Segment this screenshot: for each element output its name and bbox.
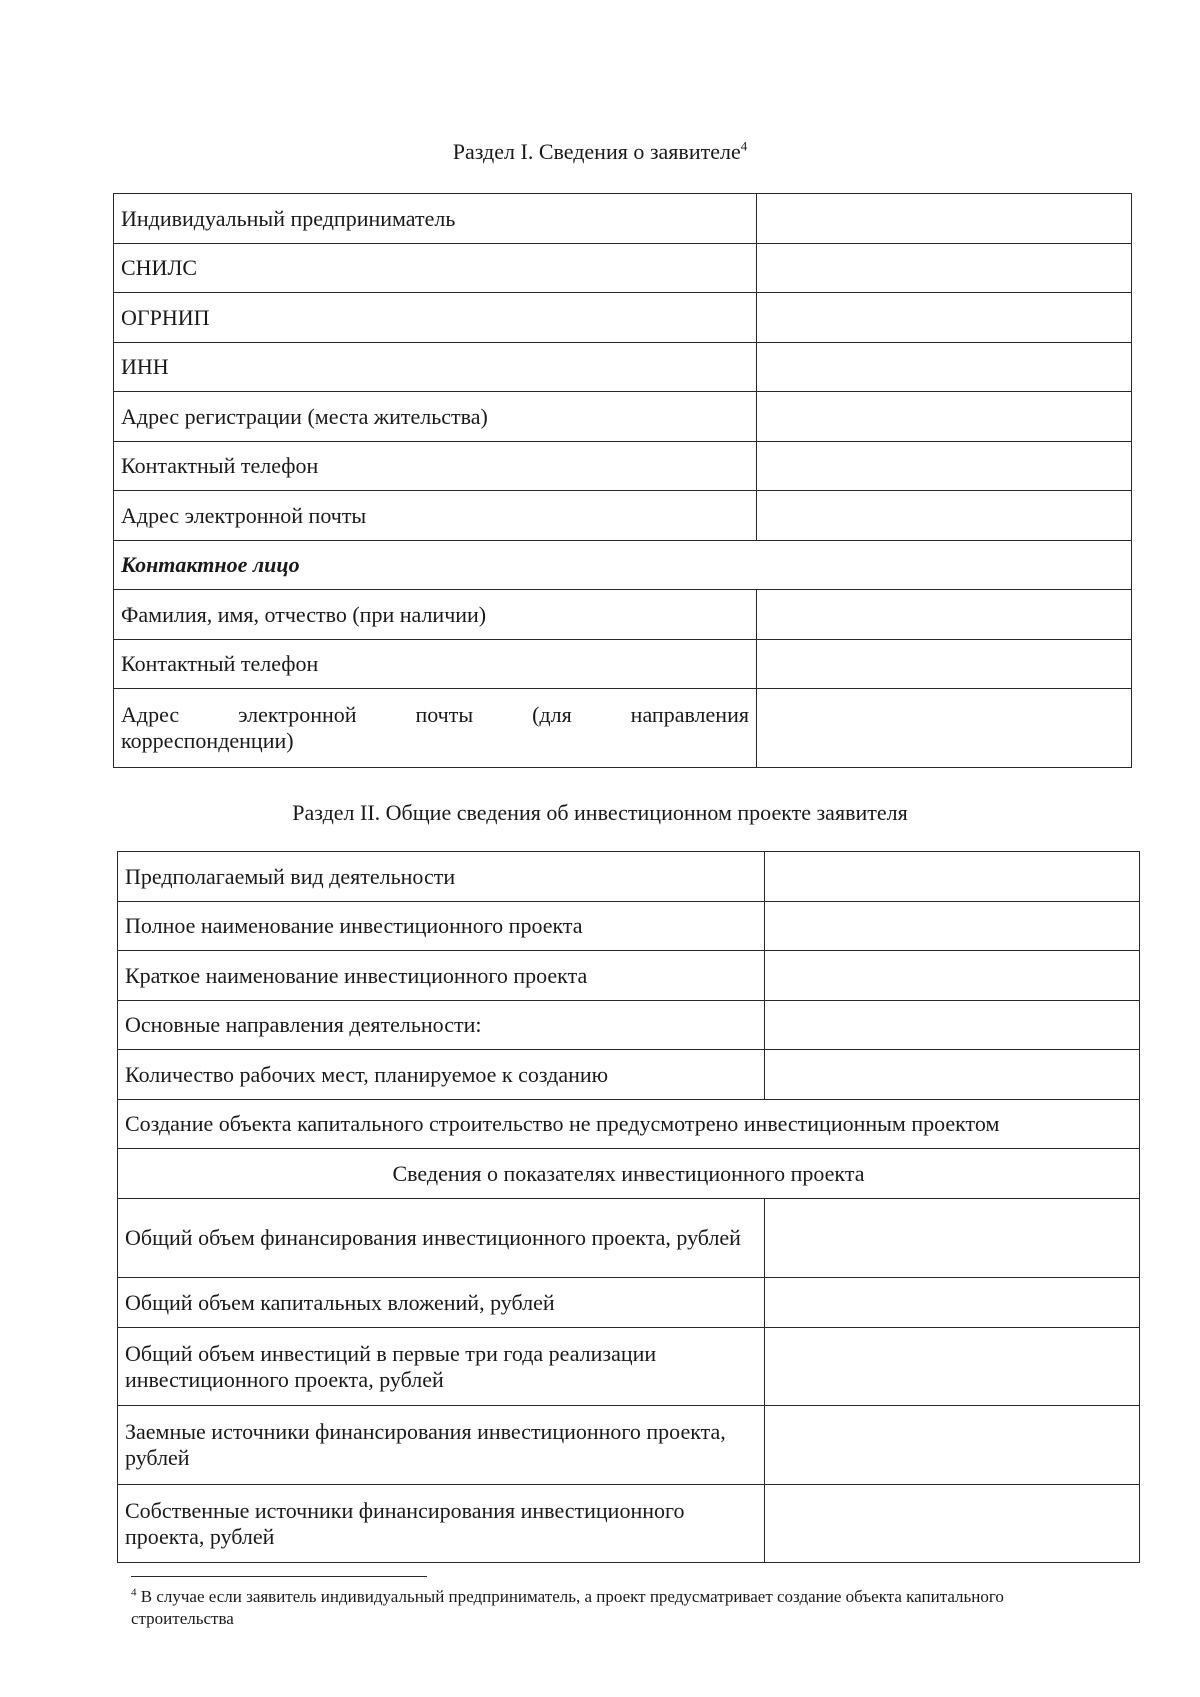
- table-row: [114, 392, 1132, 442]
- table-row: [118, 902, 1140, 951]
- footnote-reference: 4: [740, 138, 748, 154]
- section1-title: [0, 139, 1200, 165]
- table-row: [114, 640, 1132, 689]
- table-row: [118, 1199, 1140, 1278]
- table-row: [118, 1001, 1140, 1050]
- phone-field[interactable]: [757, 442, 1132, 491]
- first-three-years-investment-field[interactable]: [765, 1328, 1140, 1406]
- row-label: СНИЛС: [114, 244, 757, 293]
- snils-field[interactable]: [757, 244, 1132, 293]
- row-label: Полное наименование инвестиционного проекта: [118, 902, 765, 951]
- row-label: [114, 689, 757, 768]
- own-financing-field[interactable]: [765, 1485, 1140, 1563]
- indicators-header: Сведения о показателях инвестиционного проекта: [118, 1149, 1140, 1199]
- row-label: Основные направления деятельности:: [118, 1001, 765, 1050]
- table-row: [118, 1149, 1140, 1199]
- label-word: почты: [415, 702, 474, 727]
- row-label: Индивидуальный предприниматель: [114, 194, 757, 244]
- row-label: Краткое наименование инвестиционного проекта: [118, 951, 765, 1001]
- table-row: [114, 689, 1132, 768]
- row-label: Адрес электронной почты: [114, 491, 757, 541]
- row-label: Общий объем инвестиций в первые три года реализации инвестиционного проекта, рублей: [118, 1328, 765, 1406]
- email-field[interactable]: [757, 491, 1132, 541]
- table-row: [118, 1050, 1140, 1100]
- row-label: Общий объем финансирования инвестиционного проекта, рублей: [118, 1199, 765, 1278]
- table-row: [118, 1406, 1140, 1485]
- section1-title-text: Раздел I. Сведения о заявителе: [452, 139, 741, 164]
- table-row: [118, 852, 1140, 902]
- contact-email-field[interactable]: [757, 689, 1132, 768]
- table-row: [114, 541, 1132, 590]
- label-word: Адрес: [121, 702, 180, 727]
- entrepreneur-field[interactable]: [757, 194, 1132, 244]
- activity-type-field[interactable]: [765, 852, 1140, 902]
- footnote-text: В случае если заявитель индивидуальный предприниматель, а проект предусматривает создание объекта капитального строительства: [131, 1587, 1004, 1628]
- row-label: Фамилия, имя, отчество (при наличии): [114, 590, 757, 640]
- footnote-divider: [131, 1576, 427, 1577]
- table-row: [114, 442, 1132, 491]
- row-label: Количество рабочих мест, планируемое к созданию: [118, 1050, 765, 1100]
- section2-title: Раздел II. Общие сведения об инвестиционном проекте заявителя: [292, 800, 908, 825]
- capital-construction-note: Создание объекта капитального строительство не предусмотрено инвестиционным проектом: [118, 1100, 1140, 1149]
- table-row: [118, 1485, 1140, 1563]
- row-label: Контактный телефон: [114, 442, 757, 491]
- table-row: [118, 951, 1140, 1001]
- project-full-name-field[interactable]: [765, 902, 1140, 951]
- table-row: [118, 1278, 1140, 1328]
- contact-fullname-field[interactable]: [757, 590, 1132, 640]
- contact-phone-field[interactable]: [757, 640, 1132, 689]
- label-word: направления: [630, 702, 749, 727]
- row-label: ИНН: [114, 343, 757, 392]
- footnote: [131, 1586, 1091, 1630]
- label-word: электронной: [238, 702, 357, 727]
- table-row: [114, 590, 1132, 640]
- row-label: Адрес регистрации (места жительства): [114, 392, 757, 442]
- table-row: [114, 491, 1132, 541]
- row-label: Собственные источники финансирования инвестиционного проекта, рублей: [118, 1485, 765, 1563]
- table-row: [114, 343, 1132, 392]
- applicant-info-table: [113, 193, 1132, 768]
- borrowed-financing-field[interactable]: [765, 1406, 1140, 1485]
- contact-person-header: Контактное лицо: [114, 541, 1132, 590]
- registration-address-field[interactable]: [757, 392, 1132, 442]
- project-info-table: [117, 851, 1140, 1563]
- main-directions-field[interactable]: [765, 1001, 1140, 1050]
- label-word: (для: [532, 702, 572, 727]
- email-label-line1: [121, 702, 749, 728]
- email-label-line2: корреспонденции): [121, 728, 294, 753]
- row-label: ОГРНИП: [114, 293, 757, 343]
- footnote-mark: 4: [131, 1586, 137, 1599]
- project-short-name-field[interactable]: [765, 951, 1140, 1001]
- table-row: [114, 293, 1132, 343]
- table-row: [114, 244, 1132, 293]
- total-financing-field[interactable]: [765, 1199, 1140, 1278]
- ogrnip-field[interactable]: [757, 293, 1132, 343]
- row-label: Предполагаемый вид деятельности: [118, 852, 765, 902]
- inn-field[interactable]: [757, 343, 1132, 392]
- row-label: Заемные источники финансирования инвестиционного проекта, рублей: [118, 1406, 765, 1485]
- row-label: Общий объем капитальных вложений, рублей: [118, 1278, 765, 1328]
- table-row: [114, 194, 1132, 244]
- capital-investment-field[interactable]: [765, 1278, 1140, 1328]
- jobs-count-field[interactable]: [765, 1050, 1140, 1100]
- row-label: Контактный телефон: [114, 640, 757, 689]
- table-row: [118, 1328, 1140, 1406]
- table-row: [118, 1100, 1140, 1149]
